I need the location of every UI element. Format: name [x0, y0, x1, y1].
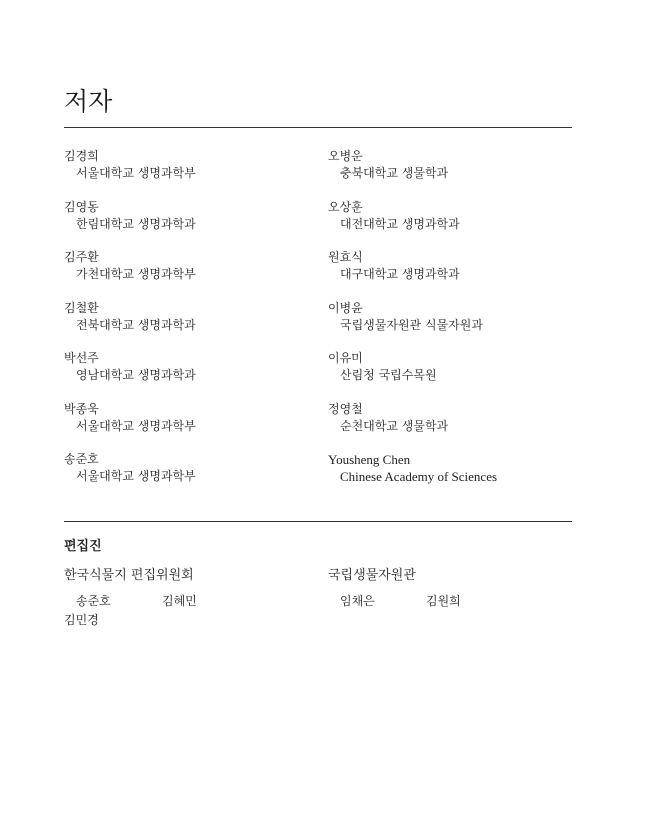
editorial-group-title: 국립생물자원관: [328, 568, 416, 583]
editorial-title: 편집진: [64, 539, 102, 554]
author-affiliation: 순천대학교 생물학과: [340, 418, 449, 433]
author-name: Yousheng Chen: [328, 452, 411, 467]
author-name: 오상훈: [328, 199, 363, 214]
editorial-member: 송준호: [76, 594, 111, 608]
editorial-member-list: [328, 593, 572, 610]
author-entry: [64, 300, 328, 339]
editorial-group-institute: [328, 567, 572, 610]
author-entry: [64, 249, 328, 288]
author-entry: [64, 401, 328, 440]
author-affiliation: Chinese Academy of Sciences: [340, 469, 498, 484]
author-entry: [328, 350, 572, 389]
author-affiliation: 영남대학교 생명과학과: [76, 368, 196, 382]
author-affiliation: 전북대학교 생명과학과: [76, 317, 196, 332]
author-name: 원효식: [328, 250, 363, 264]
author-entry: [328, 300, 572, 339]
editorial-member: 김혜민: [162, 594, 197, 608]
author-name: 이병윤: [328, 300, 363, 315]
author-name: 김영동: [64, 199, 99, 214]
section-divider: [64, 521, 572, 522]
author-name: 정영철: [328, 401, 363, 416]
author-affiliation: 서울대학교 생명과학부: [76, 166, 196, 180]
top-divider: [64, 127, 572, 128]
author-affiliation: 가천대학교 생명과학부: [76, 267, 196, 281]
author-name: 박선주: [64, 351, 99, 365]
editorial-group-committee: [64, 567, 328, 629]
author-entry: [64, 148, 328, 187]
editorial-member: 김민경: [64, 613, 99, 627]
author-name: 오병운: [328, 149, 363, 163]
author-entry: [64, 199, 328, 238]
author-affiliation: 대전대학교 생명과학과: [340, 216, 460, 231]
page-title: 저자: [64, 87, 113, 116]
author-affiliation: 서울대학교 생명과학부: [76, 469, 196, 483]
author-entry: [328, 249, 572, 288]
author-affiliation: 국립생물자원관 식물자원과: [340, 317, 483, 332]
author-affiliation: 한림대학교 생명과학과: [76, 216, 196, 231]
author-affiliation: 대구대학교 생명과학과: [340, 267, 460, 281]
author-entry: [328, 451, 572, 490]
author-entry: [328, 148, 572, 187]
author-affiliation: 산림청 국립수목원: [340, 368, 437, 382]
author-affiliation: 서울대학교 생명과학부: [76, 418, 196, 433]
author-entry: [64, 451, 328, 490]
author-entry: [64, 350, 328, 389]
editorial-group-title: 한국식물지 편집위원회: [64, 568, 194, 583]
author-name: 김경희: [64, 149, 99, 163]
author-name: 김주환: [64, 250, 99, 264]
author-entry: [328, 401, 572, 440]
editorial-member: 임채은: [340, 594, 375, 608]
author-list: [64, 148, 572, 490]
editorial-member-list: [64, 593, 328, 629]
author-name: 김철환: [64, 300, 99, 315]
author-affiliation: 충북대학교 생물학과: [340, 166, 449, 180]
author-name: 박종욱: [64, 401, 99, 416]
author-name: 송준호: [64, 452, 99, 466]
author-entry: [328, 199, 572, 238]
editorial-member: 김원희: [426, 594, 461, 608]
author-name: 이유미: [328, 351, 363, 365]
